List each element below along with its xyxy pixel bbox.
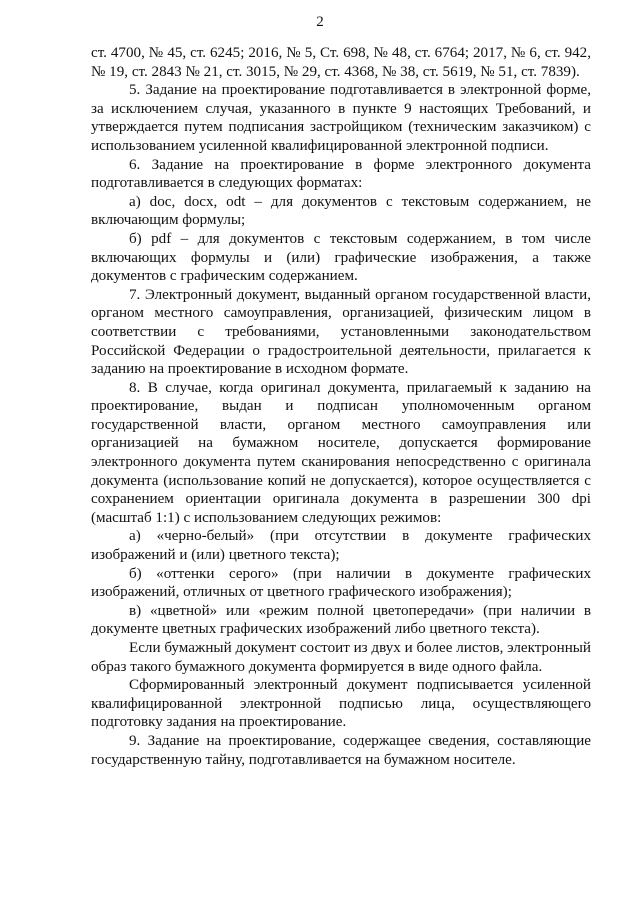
paragraph-item-8: 8. В случае, когда оригинал документа, прилагаемый к заданию на проектирование, выдан и подписан уполномоченным органом государственной власти, органом местного самоуправления или организацией на бумажном носителе, допускается формирование электронного документа путем сканирования непосредственно с оригинала документа (использование копий не допускается), которое осуществляется с сохранением ориентации оригинала документа в разрешении 300 dpi (масштаб 1:1) с использованием следующих режимов: — [91, 379, 591, 526]
paragraph-item-7: 7. Электронный документ, выданный органом государственной власти, органом местного самоуправления, организацией, физическим лицом в соответствии с требованиями, установленными законодательством Российской Федерации о градостроительной деятельности, прилагается к заданию на проектирование в исходном формате. — [91, 286, 591, 378]
paragraph-item-8b: б) «оттенки серого» (при наличии в документе графических изображений, отличных от цветного графического изображения); — [91, 565, 591, 601]
paragraph-multi-sheet: Если бумажный документ состоит из двух и более листов, электронный образ такого бумажного документа формируется в виде одного файла. — [91, 640, 591, 675]
paragraph-item-6a: а) doc, docx, odt – для документов с текстовым содержанием, не включающим формулы; — [91, 193, 591, 229]
paragraph-signature: Сформированный электронный документ подписывается усиленной квалифицированной электронной подписью лица, осуществляющего подготовку задания на проектирование. — [91, 677, 591, 731]
document-body — [91, 44, 591, 769]
paragraph-item-8a: а) «черно-белый» (при отсутствии в документе графических изображений и (или) цветного текста); — [91, 528, 591, 564]
paragraph-item-9: 9. Задание на проектирование, содержащее сведения, составляющие государственную тайну, подготавливается на бумажном носителе. — [91, 732, 591, 768]
paragraph-item-8c: в) «цветной» или «режим полной цветопередачи» (при наличии в документе цветных графических изображений либо цветного текста). — [91, 602, 591, 638]
paragraph-item-5: 5. Задание на проектирование подготавливается в электронной форме, за исключением случая, указанного в пункте 9 настоящих Требований, и утверждается путем подписания застройщиком (техническим заказчиком) с использованием усиленной квалифицированной электронной подписи. — [91, 82, 591, 154]
paragraph-item-6: 6. Задание на проектирование в форме электронного документа подготавливается в следующих форматах: — [91, 156, 591, 192]
paragraph-item-6b: б) pdf – для документов с текстовым содержанием, в том числе включающих формулы и (или) графические изображения, а также документов с графическим содержанием. — [91, 230, 591, 285]
page-number: 2 — [316, 14, 324, 30]
paragraph-continuation: ст. 4700, № 45, ст. 6245; 2016, № 5, Ст. 698, № 48, ст. 6764; 2017, № 6, ст. 942, № 19, ст. 2843 № 21, ст. 3015, № 29, ст. 4368, № 38, ст. 5619, № 51, ст. 7839). — [91, 45, 591, 80]
